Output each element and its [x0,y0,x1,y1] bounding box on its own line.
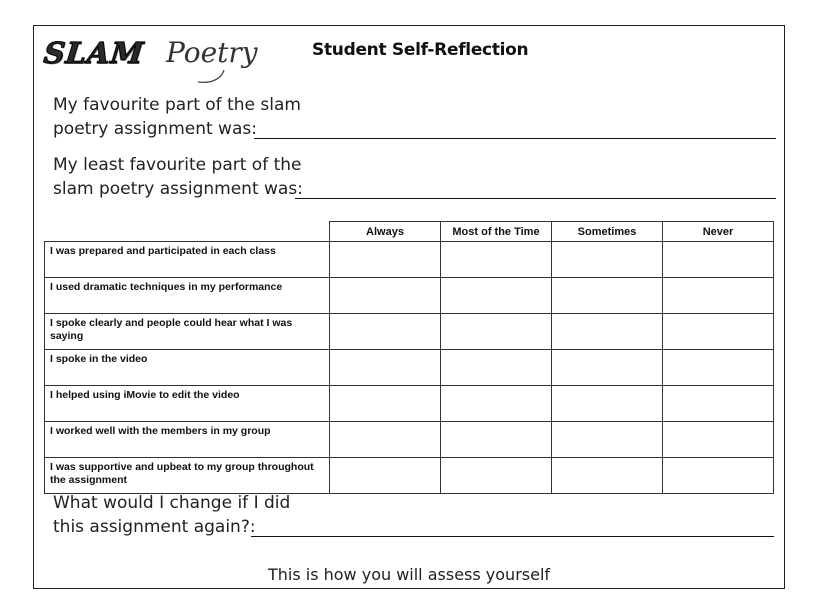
rating-cell-most-of-the-time[interactable] [441,458,552,494]
rating-cell-never[interactable] [663,242,774,278]
footer-note: This is how you will assess yourself [267,565,551,584]
rating-cell-sometimes[interactable] [552,278,663,314]
rating-cell-most-of-the-time[interactable] [441,386,552,422]
criterion-label: I was prepared and participated in each class [45,242,330,278]
rating-cell-always[interactable] [330,386,441,422]
rating-cell-always[interactable] [330,314,441,350]
table-row [45,386,774,422]
logo-slam-text: SLAM [42,36,146,70]
table-header-row [45,222,774,242]
prompt-line: My favourite part of the slam [53,95,301,115]
logo-swash-icon [194,68,234,86]
page-title: Student Self-Reflection [312,40,529,60]
rating-cell-never[interactable] [663,386,774,422]
prompt-line: slam poetry assignment was: [53,179,303,199]
change-prompt [53,491,290,539]
criterion-label: I helped using iMovie to edit the video [45,386,330,422]
rating-cell-sometimes[interactable] [552,242,663,278]
rating-cell-most-of-the-time[interactable] [441,350,552,386]
table-row [45,242,774,278]
prompt-line: this assignment again?: [53,517,256,537]
prompt-line: My least favourite part of the [53,155,302,175]
rating-cell-sometimes[interactable] [552,386,663,422]
rating-cell-always[interactable] [330,242,441,278]
rating-cell-most-of-the-time[interactable] [441,278,552,314]
rating-cell-always[interactable] [330,422,441,458]
slam-poetry-logo [42,34,258,86]
rating-cell-never[interactable] [663,314,774,350]
column-header-sometimes: Sometimes [552,222,663,242]
least-favourite-prompt [53,153,303,201]
criterion-label: I used dramatic techniques in my performance [45,278,330,314]
rating-cell-always[interactable] [330,278,441,314]
table-row [45,458,774,494]
criterion-label: I spoke in the video [45,350,330,386]
table-row [45,278,774,314]
rating-cell-never[interactable] [663,350,774,386]
favourite-part-answer-line[interactable] [254,138,776,139]
rating-cell-never[interactable] [663,422,774,458]
criterion-label: I worked well with the members in my group [45,422,330,458]
rating-cell-always[interactable] [330,350,441,386]
table-corner-cell [45,222,330,242]
prompt-line: poetry assignment was: [53,119,257,139]
criterion-label: I spoke clearly and people could hear what I was saying [45,314,330,350]
logo-poetry-text: Poetry [166,36,258,69]
rating-cell-most-of-the-time[interactable] [441,422,552,458]
table-row [45,314,774,350]
rating-cell-sometimes[interactable] [552,422,663,458]
self-assessment-table [44,221,774,494]
rating-cell-sometimes[interactable] [552,350,663,386]
rating-cell-sometimes[interactable] [552,458,663,494]
table-row [45,350,774,386]
rating-cell-always[interactable] [330,458,441,494]
rating-cell-never[interactable] [663,458,774,494]
rating-cell-never[interactable] [663,278,774,314]
column-header-never: Never [663,222,774,242]
rating-cell-sometimes[interactable] [552,314,663,350]
prompt-line: What would I change if I did [53,493,291,513]
least-favourite-answer-line[interactable] [295,198,776,199]
reflection-sheet [33,25,785,589]
rating-cell-most-of-the-time[interactable] [441,314,552,350]
table-row [45,422,774,458]
rating-cell-most-of-the-time[interactable] [441,242,552,278]
change-answer-line[interactable] [251,536,774,537]
column-header-always: Always [330,222,441,242]
column-header-most-of-the-time: Most of the Time [441,222,552,242]
favourite-part-prompt [53,93,301,141]
criterion-label: I was supportive and upbeat to my group throughout the assignment [45,458,330,494]
